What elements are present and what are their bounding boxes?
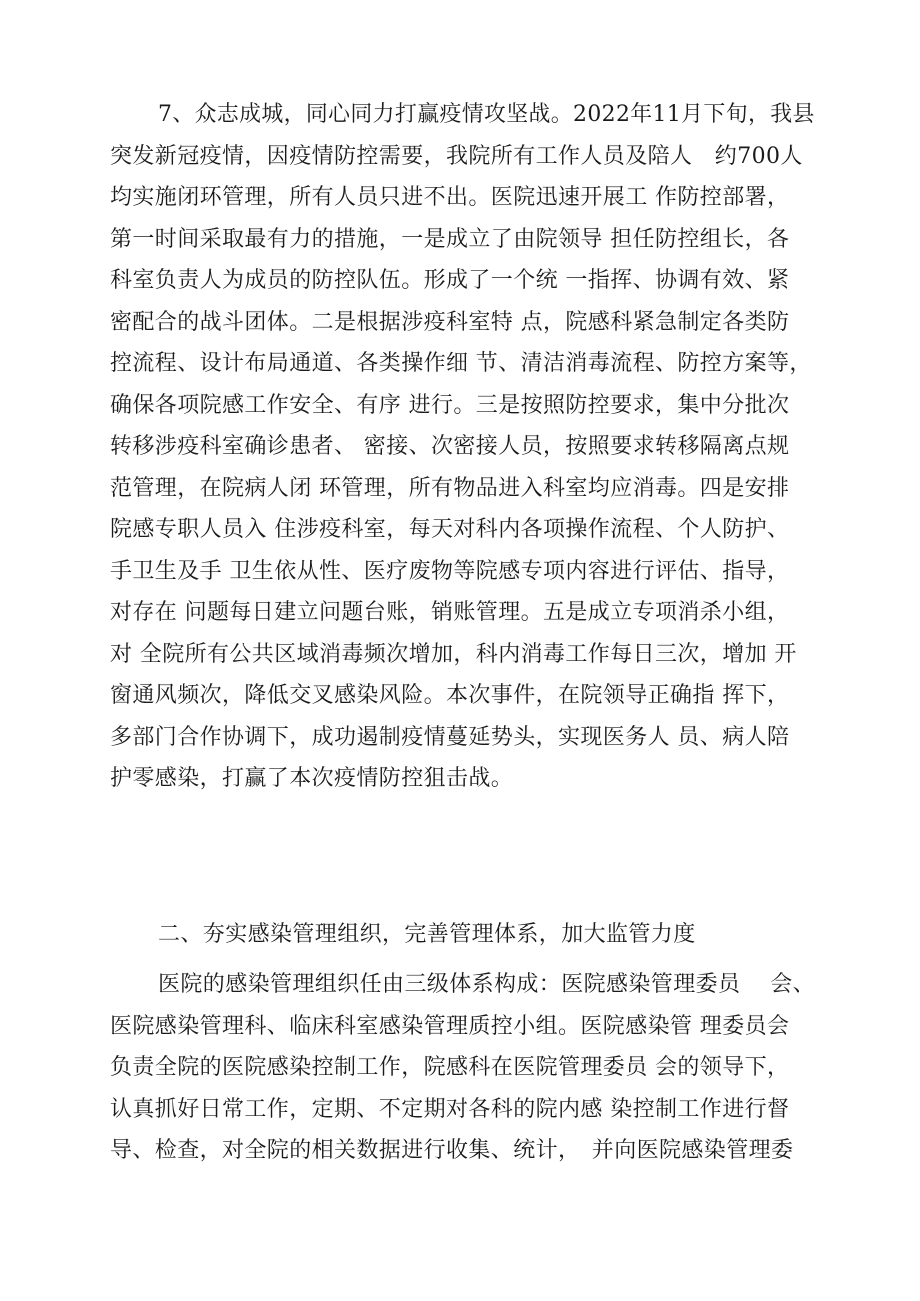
item-7-line: 7、众志成城，同心同力打赢疫情攻坚战。2022年11月下旬，我县	[158, 102, 815, 127]
item-7-line: 确保各项院感工作安全、有序 进行。三是按照防控要求，集中分批次	[110, 392, 790, 418]
item-7-line: 突发新冠疫情，因疫情防控需要，我院所有工作人员及陪人 约700人	[110, 143, 803, 169]
item-7-line: 范管理，在院病人闭 环管理，所有物品进入科室均应消毒。四是安排	[110, 475, 790, 501]
item-7-line: 护零感染，打赢了本次疫情防控狙击战。	[110, 766, 514, 791]
item-7-line: 窗通风频次，降低交叉感染风险。本次事件，在院领导正确指 挥下，	[110, 683, 790, 708]
item-7-line: 对 全院所有公共区域消毒频次增加，科内消毒工作每日三次，增加 开	[110, 641, 797, 667]
item-7-line: 多部门合作协调下，成功遏制疫情蔓延势头，实现医务人 员、病人陪	[110, 724, 790, 750]
section-2-body-line: 医院的感染管理组织任由三级体系构成：医院感染管理委员 会、	[158, 972, 815, 997]
item-7-line: 均实施闭环管理，所有人员只进不出。医院迅速开展工 作防控部署，	[110, 185, 790, 210]
item-7-line: 控流程、设计布局通道、各类操作细 节、清洁消毒流程、防控方案等，	[110, 351, 812, 376]
section-2-body-line: 负责全院的医院感染控制工作，院感科在医院管理委员 会的领导下，	[110, 1055, 790, 1080]
section-2-heading-line: 二、夯实感染管理组织，完善管理体系，加大监管力度	[158, 922, 696, 947]
section-2-body-line: 导、检查，对全院的相关数据进行收集、统计， 并向医院感染管理委	[110, 1138, 794, 1163]
item-7-line: 科室负责人为成员的防控队伍。形成了一个统 一指挥、协调有效、紧	[110, 268, 790, 293]
item-7-line: 密配合的战斗团体。二是根据涉疫科室特 点，院感科紧急制定各类防	[110, 309, 790, 335]
section-2-body-line: 医院感染管理科、临床科室感染管理质控小组。医院感染管 理委员会	[110, 1013, 790, 1039]
item-7-line: 院感专职人员入 住涉疫科室，每天对科内各项操作流程、个人防护、	[110, 517, 790, 542]
item-7-line: 对存在 问题每日建立问题台账，销账管理。五是成立专项消杀小组，	[110, 600, 790, 625]
item-7-line: 手卫生及手 卫生依从性、医疗废物等院感专项内容进行评估、指导，	[110, 558, 790, 584]
section-2-body-line: 认真抓好日常工作，定期、不定期对各科的院内感 染控制工作进行督	[110, 1096, 790, 1122]
item-7-line: 转移涉疫科室确诊患者、 密接、次密接人员，按照要求转移隔离点规	[110, 434, 790, 459]
item-7-line: 第一时间采取最有力的措施，一是成立了由院领导 担任防控组长，各	[110, 226, 790, 252]
